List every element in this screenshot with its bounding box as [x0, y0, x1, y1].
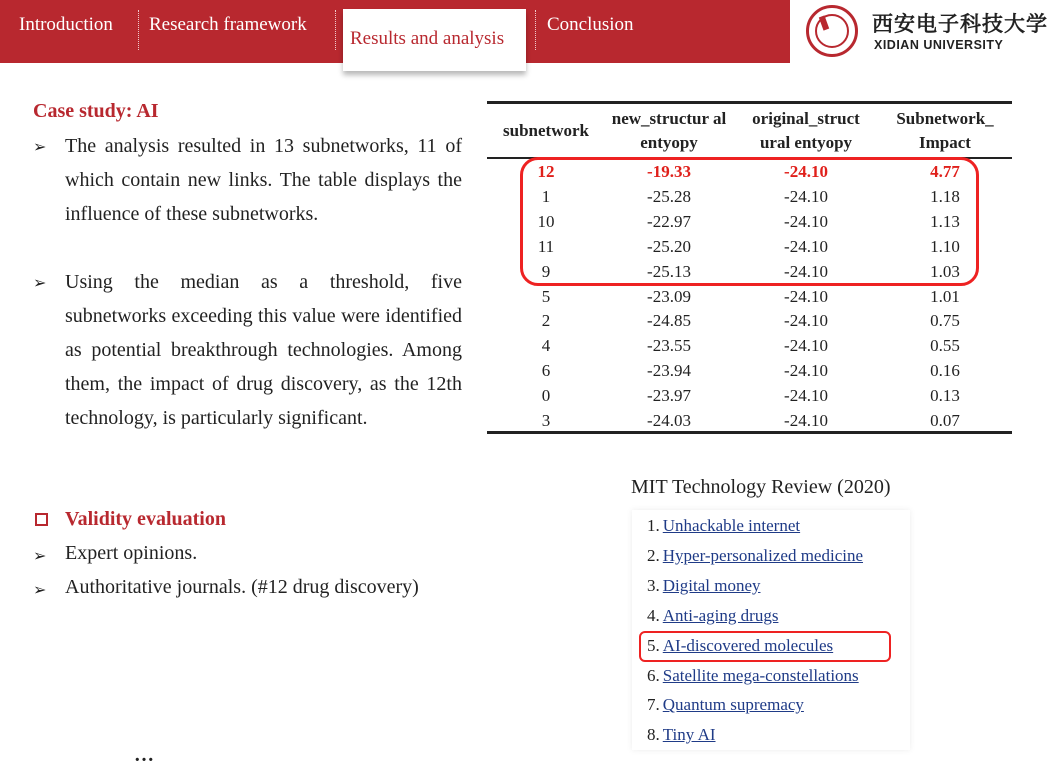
table-cell: -24.85 [647, 311, 691, 331]
expert-opinions-item: Expert opinions. [65, 542, 198, 564]
highlight-box-top-subnetworks [520, 157, 979, 286]
table-cell: -23.97 [647, 386, 691, 406]
table-cell: -24.10 [784, 162, 828, 181]
table-cell: 11 [537, 236, 555, 256]
mit-item-number: 8. [647, 725, 660, 745]
mit-list-item[interactable] [647, 666, 859, 686]
tab-results-and-analysis-label: Results and analysis [350, 28, 505, 49]
table-cell: 0.07 [930, 411, 960, 430]
mit-item-number: 2. [647, 545, 660, 565]
table-cell: 1 [541, 186, 551, 206]
mit-item-number: 4. [647, 605, 660, 625]
university-logo [790, 0, 1048, 63]
table-cell: -24.10 [784, 286, 828, 306]
mit-item-number: 5. [647, 635, 660, 655]
header-original-structural-entropy: original_struct ural entyopy [752, 109, 860, 152]
arrow-bullet-icon: ➢ [33, 582, 47, 599]
mit-item-link[interactable]: Satellite mega-constellations [662, 665, 859, 685]
table-cell: 1.18 [930, 186, 960, 206]
table-cell: -24.10 [784, 361, 828, 381]
case-study-title: Case study: AI [33, 100, 159, 122]
table-cell: -22.97 [647, 211, 691, 231]
mit-item-link[interactable]: Hyper-personalized medicine [662, 545, 864, 565]
arrow-bullet-icon: ➢ [33, 275, 47, 292]
ellipsis: … [134, 744, 154, 766]
tab-introduction[interactable]: Introduction [19, 14, 113, 35]
table-cell: 3 [541, 411, 551, 430]
table-cell: 1.10 [930, 236, 960, 256]
analysis-paragraph: The analysis resulted in 13 subnetworks, 11 of which contain new links. The table displays the influence of these subnetworks. [65, 135, 462, 225]
logo-english-name: XIDIAN UNIVERSITY [874, 38, 1004, 52]
arrow-bullet-icon: ➢ [33, 548, 47, 565]
table-cell: -25.13 [647, 261, 691, 281]
validity-evaluation-title: Validity evaluation [65, 508, 226, 530]
mit-list-item[interactable] [647, 546, 863, 566]
table-cell: -23.94 [647, 361, 691, 381]
median-threshold-paragraph: Using the median as a threshold, five subnetworks exceeding this value were identified as potential breakthrough technologies. Among them, the impact of drug discovery, as the 12th technology, is particularly significant. [65, 271, 462, 429]
table-cell: 0.55 [930, 336, 960, 356]
table-cell: 4.77 [930, 162, 960, 181]
tab-conclusion[interactable]: Conclusion [547, 14, 634, 35]
mit-item-number: 3. [647, 575, 660, 595]
table-cell: 0 [541, 386, 551, 406]
table-cell: 2 [541, 311, 551, 331]
table-cell: 0.13 [930, 386, 960, 406]
table-cell: -19.33 [647, 162, 691, 181]
mit-item-number: 1. [647, 516, 660, 535]
table-cell: -24.10 [784, 211, 828, 231]
authoritative-journals-item: Authoritative journals. (#12 drug discovery) [65, 576, 419, 598]
mit-list-item[interactable] [647, 576, 760, 596]
table-cell: -24.10 [784, 386, 828, 406]
mit-list-item[interactable] [647, 725, 716, 745]
table-cell: -25.28 [647, 186, 691, 206]
header-subnetwork: subnetwork [503, 121, 589, 140]
table-cell: 1.03 [930, 261, 960, 281]
table-cell: -24.10 [784, 236, 828, 256]
header-new-structural-entropy: new_structur al entyopy [611, 109, 727, 152]
table-cell: -24.10 [784, 336, 828, 356]
university-seal-icon [806, 5, 858, 57]
table-cell: -25.20 [647, 236, 691, 256]
tab-results-and-analysis[interactable] [343, 9, 526, 71]
mit-item-number: 6. [647, 665, 660, 685]
header-subnetwork-impact: Subnetwork_ Impact [896, 109, 994, 152]
table-cell: -23.09 [647, 286, 691, 306]
mit-item-link[interactable]: AI-discovered molecules [662, 635, 834, 655]
tab-research-framework[interactable]: Research framework [149, 14, 307, 35]
table-cell: 0.16 [930, 361, 960, 381]
table-cell: 4 [541, 336, 551, 356]
highlight-box-ai-molecules [639, 631, 891, 662]
mit-list-item[interactable] [647, 516, 800, 536]
mit-item-number: 7. [647, 695, 660, 715]
mit-item-link[interactable]: Tiny AI [662, 725, 716, 745]
table-cell: -24.10 [784, 261, 828, 281]
table-cell: -23.55 [647, 336, 691, 356]
mit-item-link[interactable]: Unhackable internet [662, 516, 801, 535]
mit-list-item[interactable] [647, 606, 778, 626]
square-bullet-icon [35, 513, 48, 526]
table-cell: -24.10 [784, 411, 828, 430]
table-cell: 10 [537, 211, 555, 231]
table-cell: 12 [537, 162, 555, 181]
table-cell: 1.13 [930, 211, 960, 231]
nav-divider [138, 10, 139, 50]
table-cell: 6 [541, 361, 551, 381]
table-cell: 9 [541, 261, 551, 281]
table-cell: -24.10 [784, 311, 828, 331]
table-cell: 1.01 [930, 286, 960, 306]
arrow-bullet-icon: ➢ [33, 139, 47, 156]
table-cell: 5 [541, 286, 551, 306]
logo-chinese-name: 西安电子科技大学 [872, 12, 1048, 36]
mit-review-caption: MIT Technology Review (2020) [631, 476, 891, 498]
mit-list-item[interactable] [647, 695, 804, 715]
table-cell: 0.75 [930, 311, 960, 331]
mit-item-link[interactable]: Quantum supremacy [662, 695, 804, 715]
table-cell: -24.10 [784, 186, 828, 206]
table-cell: -24.03 [647, 411, 691, 430]
mit-item-link[interactable]: Anti-aging drugs [662, 605, 779, 625]
nav-divider [335, 10, 336, 50]
table-top-rule [487, 101, 1012, 104]
nav-divider [535, 10, 536, 50]
mit-item-link[interactable]: Digital money [662, 575, 761, 595]
